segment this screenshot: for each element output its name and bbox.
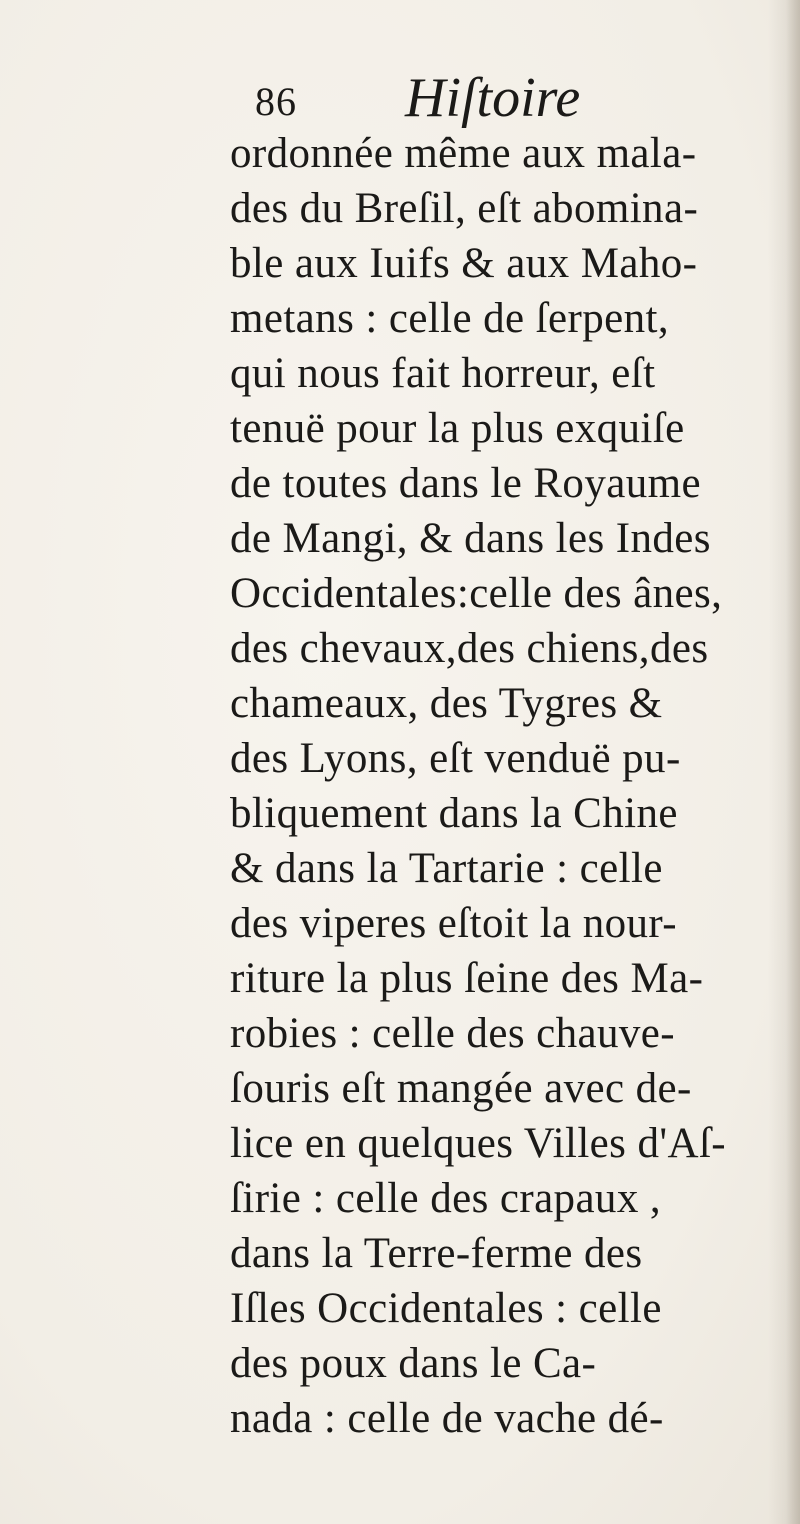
text-line: des du Breſil, eſt abomina- xyxy=(230,185,699,232)
text-line: chameaux, des Tygres & xyxy=(230,680,663,727)
text-line: qui nous fait horreur, eſt xyxy=(230,350,656,397)
text-line: ſirie : celle des crapaux , xyxy=(230,1175,662,1222)
text-line: des chevaux,des chiens,des xyxy=(230,625,709,672)
text-line: ble aux Iuifs & aux Maho- xyxy=(230,240,698,287)
text-line: Iſles Occidentales : celle xyxy=(230,1285,662,1332)
text-line: des Lyons, eſt venduë pu- xyxy=(230,735,681,782)
text-line: ſouris eſt mangée avec de- xyxy=(230,1065,692,1112)
text-line: des poux dans le Ca- xyxy=(230,1340,597,1387)
page-number: 86 xyxy=(255,79,297,124)
text-line: de toutes dans le Royaume xyxy=(230,460,701,507)
text-line: bliquement dans la Chine xyxy=(230,790,678,837)
text-line: lice en quelques Villes d'Aſ- xyxy=(230,1120,727,1167)
text-line: riture la plus ſeine des Ma- xyxy=(230,955,704,1002)
text-line: des viperes eſtoit la nour- xyxy=(230,900,677,947)
text-line: Occidentales:celle des ânes, xyxy=(230,570,723,617)
text-line: ordonnée même aux mala- xyxy=(230,130,697,177)
text-line: metans : celle de ſerpent, xyxy=(230,295,670,342)
text-block xyxy=(230,126,770,1446)
text-line: nada : celle de vache dé- xyxy=(230,1395,664,1442)
text-line: de Mangi, & dans les Indes xyxy=(230,515,711,562)
page-edge xyxy=(786,0,800,1524)
text-line: tenuë pour la plus exquiſe xyxy=(230,405,685,452)
text-line: robies : celle des chauve- xyxy=(230,1010,675,1057)
text-line: dans la Terre-ferme des xyxy=(230,1230,643,1277)
running-head: Hiſtoire xyxy=(405,67,581,129)
text-line: & dans la Tartarie : celle xyxy=(230,845,663,892)
